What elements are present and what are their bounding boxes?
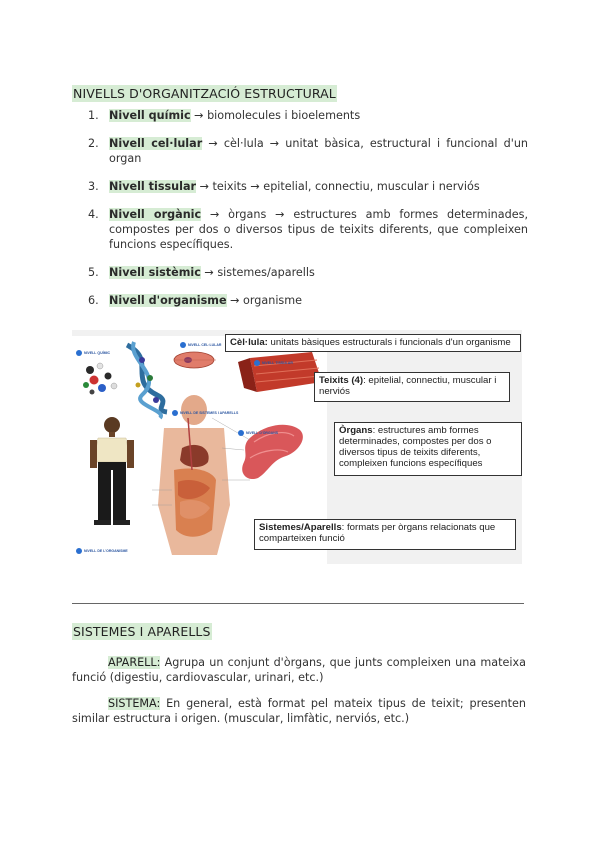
level-marker-icon bbox=[238, 430, 244, 436]
section-title-text: SISTEMES I APARELLS bbox=[73, 624, 211, 639]
item-number: 1. bbox=[88, 109, 99, 122]
item-label: Nivell sistèmic bbox=[109, 266, 201, 279]
item-text: → biomolecules i bioelements bbox=[190, 109, 361, 122]
list-item bbox=[88, 108, 528, 123]
section-title-levels bbox=[72, 86, 337, 101]
item-text: → teixits → epitelial, connectiu, muscular i nerviós bbox=[196, 180, 480, 193]
level-label-system: NIVELL DE SISTEMES I APARELLS bbox=[180, 411, 239, 415]
item-number: 3. bbox=[88, 180, 99, 193]
caption-tissue-text: : epitelial, connectiu, muscular i nerviós bbox=[319, 375, 497, 397]
list-item bbox=[88, 207, 528, 252]
caption-systems-text: : formats per òrgans relacionats que comparteixen funció bbox=[259, 522, 496, 544]
caption-systems-term: Sistemes/Aparells bbox=[259, 522, 342, 533]
caption-organs-term: Òrgans bbox=[339, 425, 373, 436]
list-item bbox=[88, 293, 528, 308]
list-item bbox=[88, 179, 528, 194]
levels-illustration bbox=[72, 330, 522, 564]
level-label-organism: NIVELL DE L'ORGANISME bbox=[84, 549, 128, 553]
caption-organs bbox=[334, 422, 522, 476]
term-sistema: SISTEMA: bbox=[108, 697, 161, 710]
section-title-systems bbox=[72, 624, 212, 639]
item-text: → organisme bbox=[226, 294, 303, 307]
level-marker-icon bbox=[76, 548, 82, 554]
caption-tissue-term: Teixits (4) bbox=[319, 375, 364, 386]
list-item bbox=[88, 136, 528, 166]
level-label-organ: NIVELL D'ÒRGANS bbox=[246, 431, 279, 435]
level-label-chemical: NIVELL QUÍMIC bbox=[84, 351, 110, 355]
level-marker-icon bbox=[172, 410, 178, 416]
caption-cell-term: Cèl·lula: bbox=[230, 337, 268, 348]
item-text: → sistemes/aparells bbox=[200, 266, 315, 279]
level-marker-icon bbox=[76, 350, 82, 356]
caption-systems bbox=[254, 519, 516, 550]
item-number: 4. bbox=[88, 208, 99, 221]
item-label: Nivell cel·lular bbox=[109, 137, 203, 150]
level-marker-icon bbox=[254, 360, 260, 366]
level-label-tissue: NIVELL TISSULAR bbox=[262, 361, 293, 365]
level-marker-icon bbox=[180, 342, 186, 348]
caption-tissue bbox=[314, 372, 510, 402]
caption-cell-text: unitats bàsiques estructurals i funcionals d'un organisme bbox=[267, 337, 511, 348]
levels-list bbox=[88, 108, 528, 321]
level-label-cellular: NIVELL CEL·LULAR bbox=[188, 343, 222, 347]
item-label: Nivell orgànic bbox=[109, 208, 202, 221]
item-label: Nivell químic bbox=[109, 109, 191, 122]
definition-aparell: Agrupa un conjunt d'òrgans, que junts compleixen una mateixa funció (digestiu, cardiovascular, urinari, etc.) bbox=[72, 656, 526, 684]
paragraph-sistema bbox=[72, 696, 526, 726]
item-number: 2. bbox=[88, 137, 99, 150]
item-number: 6. bbox=[88, 294, 99, 307]
item-number: 5. bbox=[88, 266, 99, 279]
caption-organs-text: : estructures amb formes determinades, compostes per dos o diversos tipus de teixits diferents, compleixen funcions específiques bbox=[339, 425, 492, 469]
term-aparell: APARELL: bbox=[108, 656, 161, 669]
caption-cell bbox=[225, 334, 521, 352]
item-text: → cèl·lula → unitat bàsica, estructural i funcional d'un organ bbox=[109, 137, 528, 165]
definition-sistema: En general, està format pel mateix tipus de teixit; presenten similar estructura i origen. (muscular, limfàtic, nerviós, etc.) bbox=[72, 697, 526, 725]
section-divider bbox=[72, 603, 524, 604]
item-text: → òrgans → estructures amb formes determinades, compostes per dos o diversos tipus de teixits diferents, que compleixen funcions específiques. bbox=[109, 208, 528, 251]
item-label: Nivell tissular bbox=[109, 180, 197, 193]
item-label: Nivell d'organisme bbox=[109, 294, 227, 307]
section-title-text: NIVELLS D'ORGANITZACIÓ ESTRUCTURAL bbox=[73, 86, 336, 101]
list-item bbox=[88, 265, 528, 280]
paragraph-aparell bbox=[72, 655, 526, 685]
